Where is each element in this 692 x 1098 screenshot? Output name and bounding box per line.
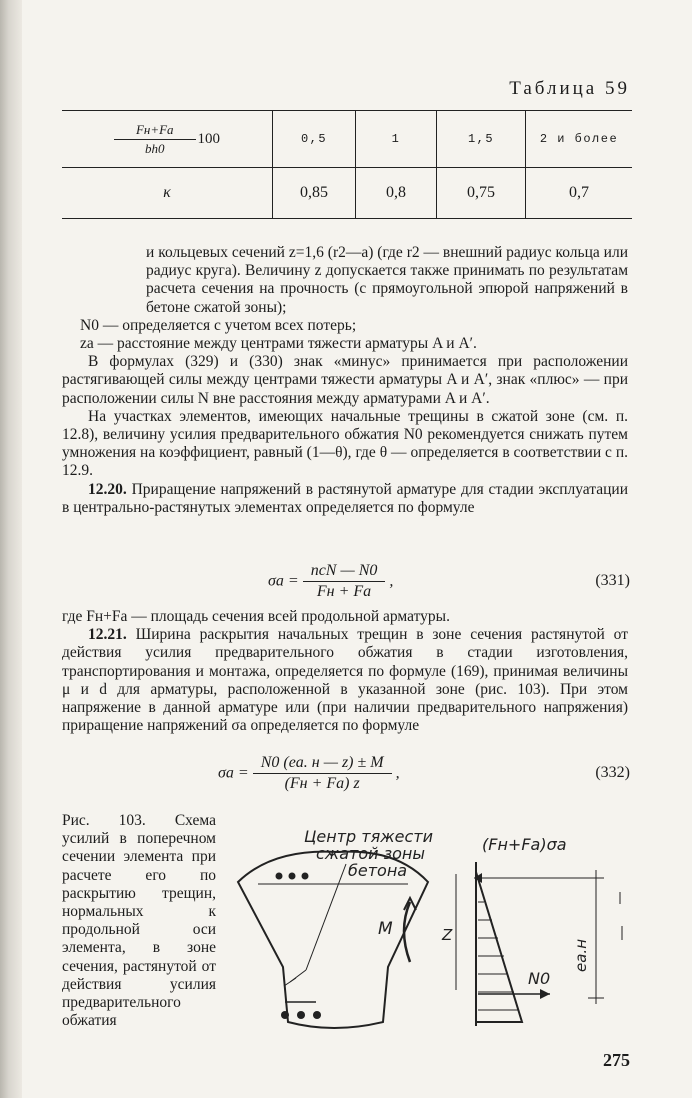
section-text: Ширина раскрытия начальных трещин в зоне сечения растянутой от действия усилия предварительного обжатия в стадии изготовления, транспортирования и монтажа, определяется по формуле (169), принимая величины μ и d для арматуры, расположенной в указанной зоне (рис. 103). При этом напряжение в данной арматуре или (при наличии предварительного напряжения) приращение напряжений σа определяется по формуле xyxy=(62,626,629,735)
bottom-rebar xyxy=(297,1011,305,1019)
section-12-21 xyxy=(62,626,628,735)
top-rebar xyxy=(302,873,309,880)
table-value-cell: 0,75 xyxy=(437,168,526,219)
leader-line xyxy=(306,864,346,970)
body-text-block-1 xyxy=(62,244,628,517)
formula-332 xyxy=(218,754,400,793)
definition-n0: N0 — определяется с учетом всех потерь; xyxy=(80,316,357,334)
body-text-block-2 xyxy=(62,608,628,735)
table-header-cell: 1 xyxy=(356,111,437,168)
formula-lhs: σа = xyxy=(218,764,249,782)
paragraph-sign-rule: В формулах (329) и (330) знак «минус» принимается при расположении растягивающей силы между центрами тяжести арматуры A и A′, знак «плюс» — при расположении силы N вне расстояния между арматурами A и A′. xyxy=(62,353,628,407)
formula-denominator: Fн + Fа xyxy=(316,583,372,600)
label-center-line3: бетона xyxy=(348,861,408,880)
label-ean: eа.н xyxy=(572,939,590,972)
section-text: Приращение напряжений в растянутой арматуре для стадии эксплуатации в центрально-растянутых элементах определяется по формуле xyxy=(62,480,629,516)
bottom-rebar xyxy=(313,1011,321,1019)
equation-number-332: (332) xyxy=(595,764,630,781)
definition-za: zа — расстояние между центрами тяжести арматуры A и A′. xyxy=(80,335,477,353)
bottom-rebar xyxy=(281,1011,289,1019)
label-z: Z xyxy=(442,926,453,944)
top-rebar xyxy=(276,873,283,880)
label-center-line2: сжатой зоны xyxy=(316,844,425,863)
formula-numerator: nсN — N0 xyxy=(303,562,386,582)
inner-cross xyxy=(284,978,296,986)
header-fraction-denominator: bh0 xyxy=(144,140,165,156)
table-header-cell: 2 и более xyxy=(526,111,633,168)
top-rebar xyxy=(289,873,296,880)
formula-tail: , xyxy=(389,572,394,590)
table-value-row xyxy=(62,168,632,219)
moment-arc xyxy=(404,902,410,962)
formula-fraction xyxy=(253,754,392,793)
figure-caption: Рис. 103. Схема усилий в поперечном сечении элемента при расчете его по раскрытию трещин, нормальных к продольной оси элемента, в зоне сечения, растянутой от действия усилия предварительного обжатия xyxy=(62,812,216,1030)
formula-tail: , xyxy=(395,764,400,782)
label-n0: N0 xyxy=(528,969,551,988)
table-header-row xyxy=(62,111,632,168)
stress-triangle xyxy=(476,872,522,1022)
section-12-20 xyxy=(62,481,628,517)
paragraph-initial-cracks: На участках элементов, имеющих начальные трещины в сжатой зоне (см. п. 12.8), величину усилия предварительного обжатия N0 рекомендуется снижать путем умножения на коэффициент, равный (1—θ), где θ — определяется в соответствии с п. 12.9. xyxy=(62,407,628,480)
section-number: 12.21. xyxy=(88,626,127,644)
table-header-label xyxy=(62,111,273,168)
formula-331 xyxy=(268,562,393,601)
label-center-line1: Центр тяжести xyxy=(304,827,434,846)
table-value-cell: 0,85 xyxy=(273,168,356,219)
formula-numerator: N0 (eа. н — z) ± M xyxy=(253,754,392,774)
formula-fraction xyxy=(303,562,386,601)
equation-number-331: (331) xyxy=(595,572,630,589)
figure-103-diagram xyxy=(228,822,638,1042)
formula-denominator: (Fн + Fа) z xyxy=(284,775,360,792)
table-header-cell: 1,5 xyxy=(437,111,526,168)
table-header-cell: 0,5 xyxy=(273,111,356,168)
header-fraction-numerator: Fн+Fа xyxy=(114,122,196,140)
page-number: 275 xyxy=(603,1050,630,1070)
section-number: 12.20. xyxy=(88,480,127,498)
n0-arrowhead xyxy=(540,989,550,999)
paragraph-where-331: где Fн+Fа — площадь сечения всей продольной арматуры. xyxy=(62,608,450,625)
table-row-label: κ xyxy=(62,168,273,219)
table-value-cell: 0,8 xyxy=(356,168,437,219)
table-value-cell: 0,7 xyxy=(526,168,633,219)
paragraph-ring-sections: и кольцевых сечений z=1,6 (r2—a) (где r2 — внешний радиус кольца или радиус круга). Величину z допускается также принимать по результатам расчета сечения на прочность (с прямоугольной эпюрой напряжений в бетоне сжатой зоны); xyxy=(146,244,628,316)
label-force: (Fн+Fа)σа xyxy=(482,835,567,854)
label-moment: M xyxy=(378,919,393,939)
table-59 xyxy=(62,110,632,219)
header-fraction xyxy=(114,122,196,157)
header-multiplier: 100 xyxy=(197,130,221,147)
book-spine-shadow xyxy=(0,0,22,1098)
formula-lhs: σа = xyxy=(268,572,299,590)
table-caption: Таблица 59 xyxy=(509,78,630,99)
